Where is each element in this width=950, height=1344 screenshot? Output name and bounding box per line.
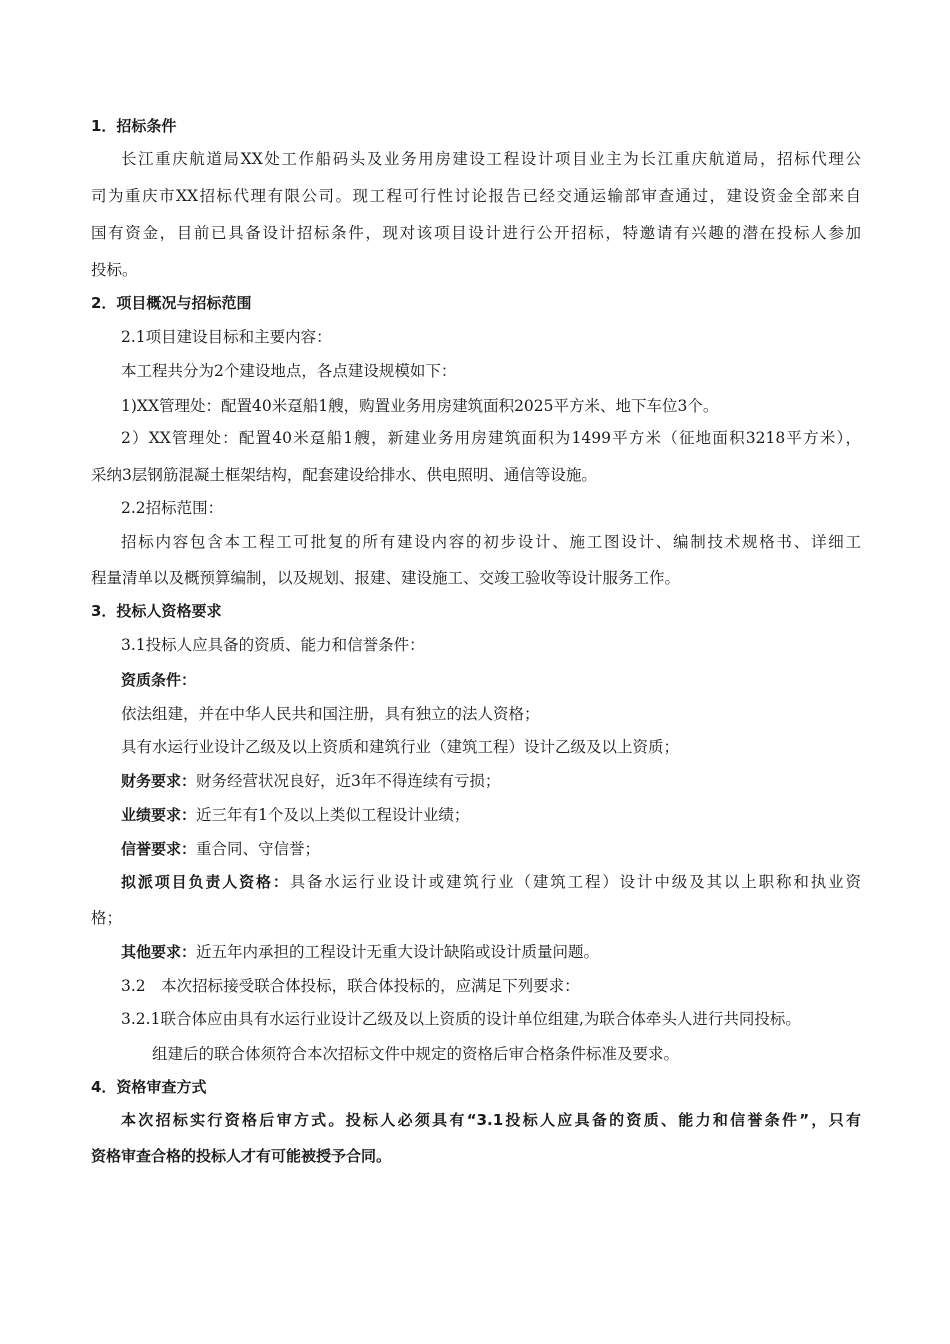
section-3-2-1-text: 3.2.1联合体应由具有水运行业设计乙级及以上资质的设计单位组建,为联合体牵头人进行共同投标。 [121, 1010, 801, 1028]
project-manager-label: 拟派项目负责人资格： [121, 873, 290, 891]
section-2-item-1: 1)XX管理处：配置40米趸船1艘，购置业务用房建筑面积2025平方米、地下车位3个。 [121, 397, 719, 415]
section-2-2-subheading: 2.2招标范围： [121, 499, 224, 517]
finance-requirement [121, 771, 500, 791]
section-2-scope-line-2: 程量清单以及概预算编制，以及规划、报建、建设施工、交竣工验收等设计服务工作。 [91, 569, 681, 587]
section-4-para-line-2: 资格审查合格的投标人才有可能被授予合同。 [91, 1147, 392, 1165]
other-text: 近五年内承担的工程设计无重大设计缺陷或设计质量问题。 [196, 943, 600, 961]
project-manager-text-line-2: 格； [91, 909, 123, 927]
qualification-label: 资质条件： [121, 671, 197, 689]
finance-label: 财务要求： [121, 772, 197, 790]
section-4-heading: 4．资格审查方式 [91, 1078, 207, 1096]
section-1-para-line-1: 长江重庆航道局XX处工作船码头及业务用房建设工程设计项目业主为长江重庆航道局，招标代理公 [121, 150, 861, 168]
qualification-item-2: 具有水运行业设计乙级及以上资质和建筑行业（建筑工程）设计乙级及以上资质； [121, 738, 680, 756]
section-2-item-2-line-1: 2）XX管理处：配置40米趸船1艘，新建业务用房建筑面积为1499平方米（征地面积3218平方米）， [121, 429, 861, 447]
section-3-1-subheading: 3.1投标人应具备的资质、能力和信誉条件： [121, 636, 425, 654]
section-3-2-1-continuation: 组建后的联合体须符合本次招标文件中规定的资格后审合格条件标准及要求。 [152, 1045, 680, 1063]
project-manager-text-line-1: 具备水运行业设计或建筑行业（建筑工程）设计中级及其以上职称和执业资 [289, 873, 861, 891]
section-2-1-subheading: 2.1项目建设目标和主要内容： [121, 328, 332, 346]
section-1-para-line-3: 国有资金，目前已具备设计招标条件，现对该项目设计进行公开招标，特邀请有兴趣的潜在投标人参加 [91, 224, 861, 242]
section-2-heading: 2．项目概况与招标范围 [91, 294, 252, 312]
section-1-para-line-4: 投标。 [91, 261, 138, 279]
other-label: 其他要求： [121, 943, 197, 961]
performance-label: 业绩要求： [121, 806, 197, 824]
section-3-2-subheading: 3.2 本次招标接受联合体投标，联合体投标的，应满足下列要求： [121, 977, 580, 995]
performance-requirement [121, 805, 469, 825]
credit-text: 重合同、守信誉； [196, 840, 321, 858]
section-2-intro: 本工程共分为2个建设地点，各点建设规模如下： [121, 362, 457, 380]
section-4-para-line-1: 本次招标实行资格后审方式。投标人必须具有“3.1投标人应具备的资质、能力和信誉条件”，只有 [121, 1111, 861, 1129]
project-manager-requirement [121, 872, 861, 892]
finance-text: 财务经营状况良好，近3年不得连续有亏损； [196, 772, 501, 790]
section-2-item-2-line-2: 采纳3层钢筋混凝土框架结构，配套建设给排水、供电照明、通信等设施。 [91, 466, 597, 484]
other-requirement [121, 942, 599, 962]
credit-label: 信誉要求： [121, 840, 197, 858]
section-3-heading: 3．投标人资格要求 [91, 602, 222, 620]
credit-requirement [121, 839, 320, 859]
qualification-item-1: 依法组建，并在中华人民共和国注册，具有独立的法人资格； [121, 705, 540, 723]
section-2-scope-line-1: 招标内容包含本工程工可批复的所有建设内容的初步设计、施工图设计、编制技术规格书、详细工 [121, 533, 861, 551]
section-1-para-line-2: 司为重庆市XX招标代理有限公司。现工程可行性讨论报告已经交通运输部审查通过，建设资金全部来自 [91, 187, 861, 205]
performance-text: 近三年有1个及以上类似工程设计业绩； [196, 806, 470, 824]
section-1-heading: 1．招标条件 [91, 117, 177, 135]
